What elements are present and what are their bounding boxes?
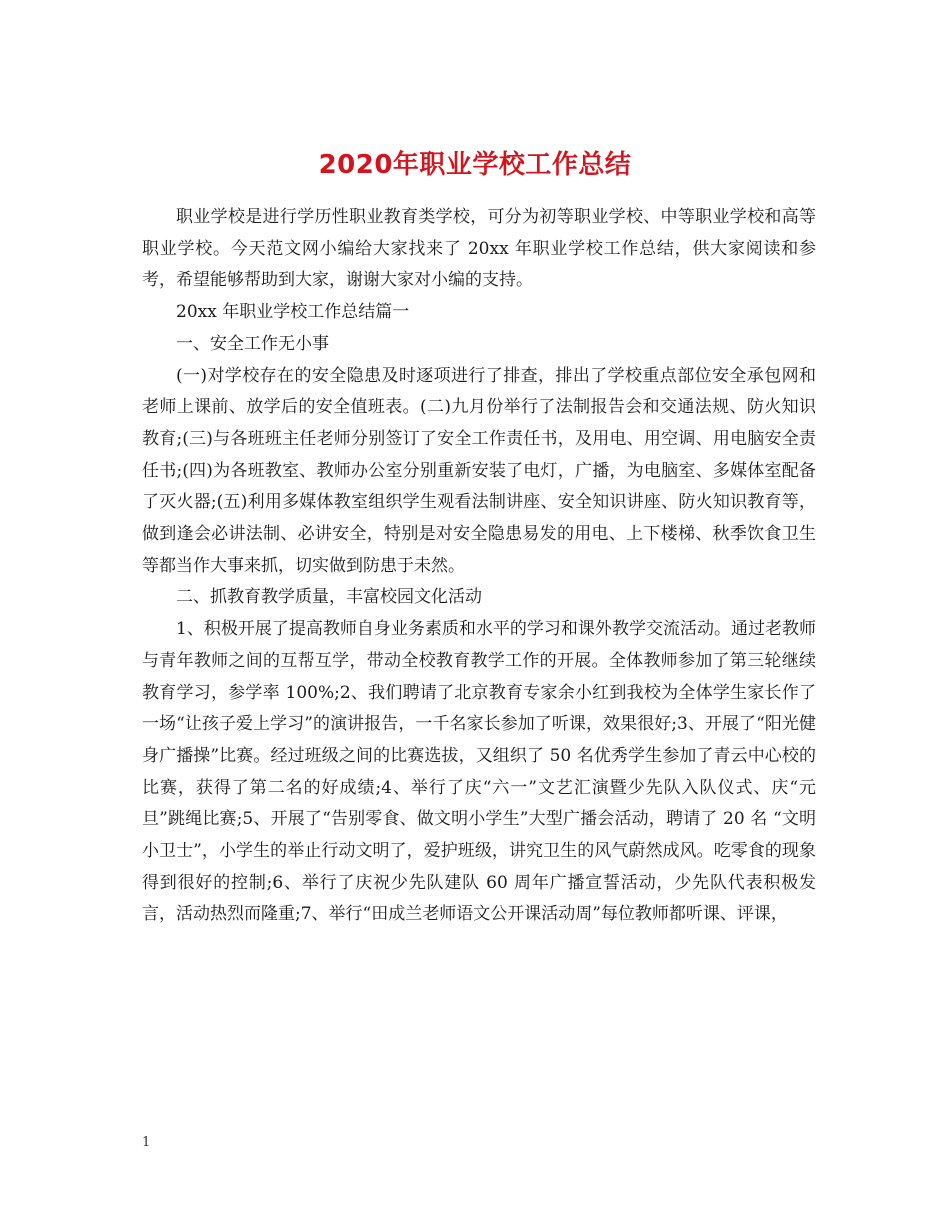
page-title: 2020年职业学校工作总结 (318, 150, 632, 181)
teaching-paragraph: 1、积极开展了提高教师自身业务素质和水平的学习和课外教学交流活动。通过老教师与青年教师之间的互帮互学，带动全校教育教学工作的开展。全体教师参加了第三轮继续教育学习，参学率 100%;2、我们聘请了北京教育专家余小红到我校为全体学生家长作了一场“让孩子爱上学习”的演讲报告，一千名家长参加了听课，效果很好;3、开展了“阳光健身广播操”比赛。经过班级之间的比赛选拔，又组织了 50 名优秀学生参加了青云中心校的比赛，获得了第二名的好成绩;4、举行了庆“六一”文艺汇演暨少先队入队仪式、庆“元旦”跳绳比赛;5、开展了“告别零食、做文明小学生”大型广播会活动，聘请了 20 名 “文明小卫士”，小学生的举止行动文明了，爱护班级，讲究卫生的风气蔚然成风。吃零食的现象得到很好的控制;6、举行了庆祝少先队建队 60 周年广播宣誓活动，少先队代表积极发言，活动热烈而隆重;7、举行“田成兰老师语文公开课活动周”每位教师都听课、评课， (142, 619, 816, 925)
page-number: 1 (142, 1135, 151, 1150)
heading-safety: 一、安全工作无小事 (176, 333, 329, 354)
section-subtitle: 20xx 年职业学校工作总结篇一 (176, 302, 410, 323)
safety-paragraph: (一)对学校存在的安全隐患及时逐项进行了排查，排出了学校重点部位安全承包网和老师上课前、放学后的安全值班表。(二)九月份举行了法制报告会和交通法规、防火知识教育;(三)与各班班主任老师分别签订了安全工作责任书，及用电、用空调、用电脑安全责任书;(四)为各班教室、教师办公室分别重新安装了电灯，广播，为电脑室、多媒体室配备了灭火器;(五)利用多媒体教室组织学生观看法制讲座、安全知识讲座、防火知识教育等，做到逢会必讲法制、必讲安全，特别是对安全隐患易发的用电、上下楼梯、秋季饮食卫生等都当作大事来抓，切实做到防患于未然。 (142, 365, 816, 576)
document-body (142, 202, 816, 931)
intro-paragraph: 职业学校是进行学历性职业教育类学校，可分为初等职业学校、中等职业学校和高等职业学校。今天范文网小编给大家找来了 20xx 年职业学校工作总结，供大家阅读和参考，希望能够帮助到大家，谢谢大家对小编的支持。 (142, 207, 816, 291)
heading-teaching: 二、抓教育教学质量，丰富校园文化活动 (176, 587, 482, 608)
